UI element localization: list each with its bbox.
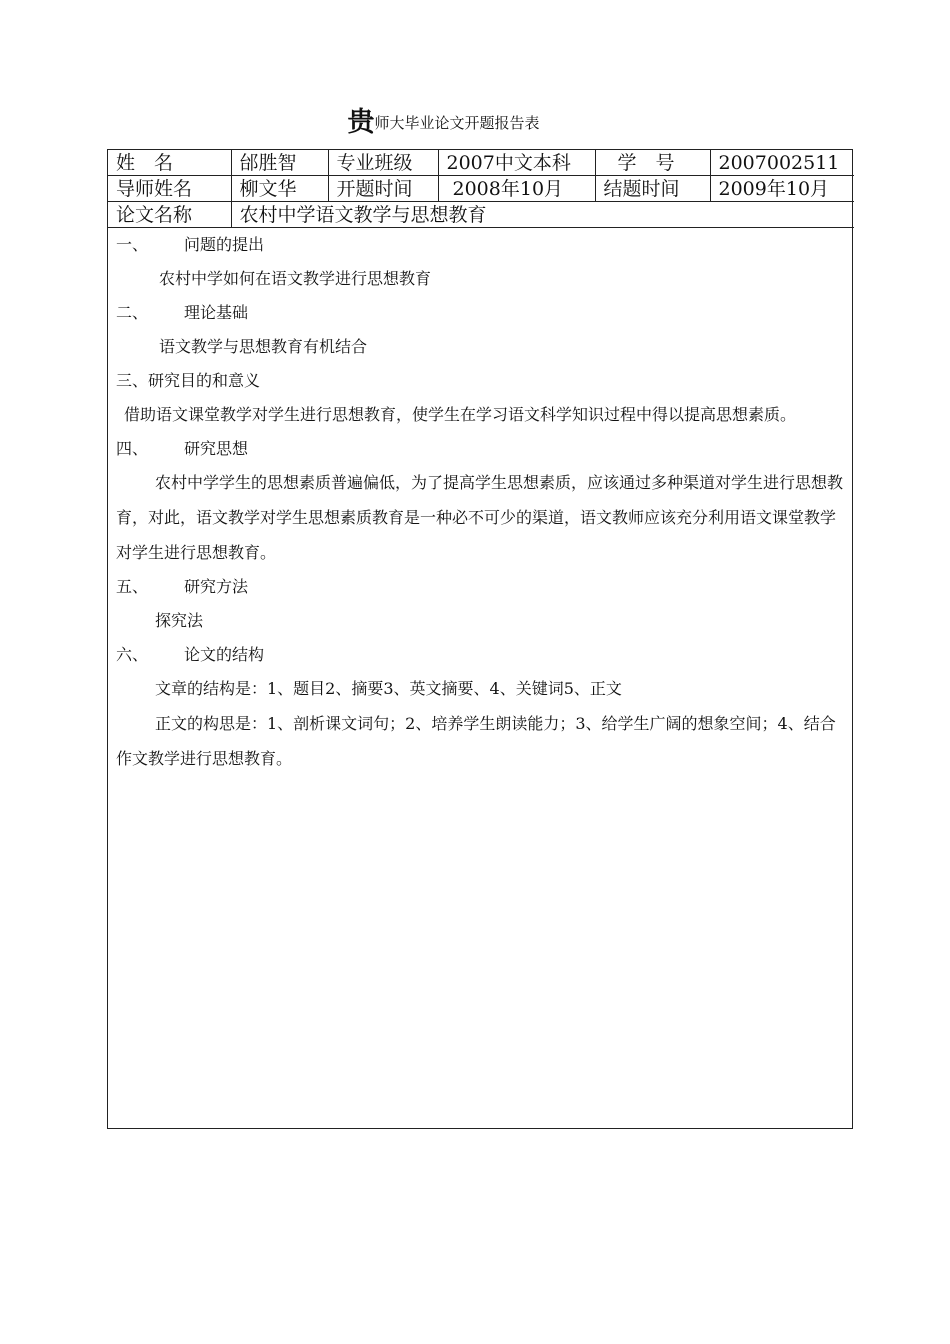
value-thesis-title: 农村中学语文教学与思想教育	[231, 202, 854, 228]
proposal-body	[108, 228, 852, 776]
label-start-time: 开题时间	[328, 176, 438, 202]
value-advisor: 柳文华	[231, 176, 328, 202]
info-row-2	[108, 176, 854, 202]
section-number: 六、	[116, 645, 149, 664]
section-heading	[116, 432, 852, 465]
value-name: 邰胜智	[231, 150, 328, 176]
section-title: 理论基础	[184, 303, 249, 322]
section-title: 论文的结构	[184, 645, 265, 664]
label-major-class: 专业班级	[328, 150, 438, 176]
section-heading	[116, 228, 852, 261]
info-row-1	[108, 150, 854, 176]
info-row-3	[108, 202, 854, 228]
section-paragraph: 借助语文课堂教学对学生进行思想教育，使学生在学习语文科学知识过程中得以提高思想素质。	[124, 405, 797, 424]
value-end-time: 2009年10月	[710, 176, 854, 202]
value-student-id: 2007002511	[710, 150, 854, 176]
section-number: 一、	[116, 235, 149, 254]
section-heading	[116, 570, 852, 603]
section-title: 研究思想	[184, 439, 249, 458]
section-title: 研究方法	[184, 577, 249, 596]
section-number: 二、	[116, 303, 149, 322]
document-title	[0, 108, 887, 138]
label-end-time: 结题时间	[595, 176, 710, 202]
label-name: 姓 名	[108, 150, 231, 176]
label-thesis-title: 论文名称	[108, 202, 231, 228]
title-text: 师大毕业论文开题报告表	[374, 114, 540, 132]
section-number: 三、	[116, 371, 149, 390]
section-paragraph: 文章的结构是：1、题目2、摘要3、英文摘要、4、关键词5、正文	[155, 679, 622, 698]
label-student-id: 学 号	[595, 150, 710, 176]
section-paragraph: 农村中学学生的思想素质普遍偏低，为了提高学生思想素质，应该通过多种渠道对学生进行思想教育，对此，语文教学对学生思想素质教育是一种必不可少的渠道，语文教师应该充分利用语文课堂教学对学生进行思想教育。	[116, 473, 844, 562]
value-major-class: 2007中文本科	[438, 150, 595, 176]
section-heading	[116, 296, 852, 329]
report-form	[107, 149, 853, 1129]
section-paragraph: 农村中学如何在语文教学进行思想教育	[159, 269, 432, 288]
section-title: 问题的提出	[184, 235, 265, 254]
section-heading	[116, 364, 852, 397]
label-advisor: 导师姓名	[108, 176, 231, 202]
section-number: 五、	[116, 577, 149, 596]
section-title: 研究目的和意义	[148, 371, 261, 390]
section-paragraph: 正文的构思是：1、剖析课文词句；2、培养学生朗读能力；3、给学生广阔的想象空间；4、结合作文教学进行思想教育。	[116, 714, 836, 768]
section-heading	[116, 638, 852, 671]
section-paragraph: 探究法	[155, 611, 204, 630]
section-paragraph: 语文教学与思想教育有机结合	[159, 337, 368, 356]
section-number: 四、	[116, 439, 149, 458]
value-start-time: 2008年10月	[438, 176, 595, 202]
info-table	[108, 150, 854, 228]
title-first-char: 贵	[347, 107, 375, 138]
